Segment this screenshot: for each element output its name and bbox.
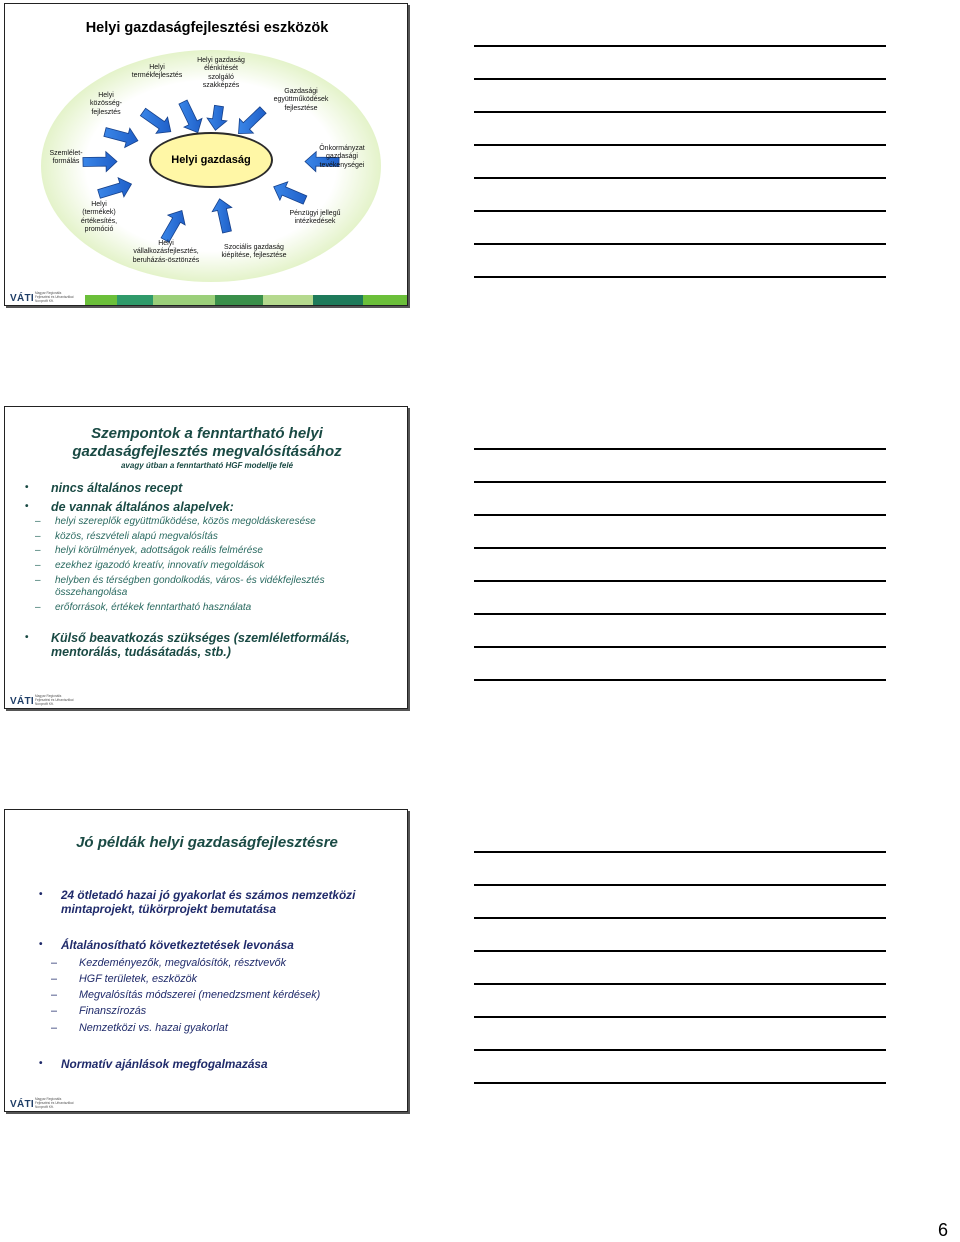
slide-2-sub-4: – ezekhez igazodó kreatív, innovatív megoldások [35,560,264,572]
label-onkormanyzat: Önkormányzat gazdasági tevékenységei [319,145,365,169]
page-number: 6 [938,1220,949,1240]
footer-stripe [85,295,117,305]
slide-2-sub-6: – erőforrások, értékek fenntartható használata [35,602,251,614]
note-line [474,1082,886,1084]
slide-3-bullet-1: • 24 ötletadó hazai jó gyakorlat és számos nemzetközi mintaprojekt, tükörprojekt bemutatása [39,888,355,916]
arrow-icon [212,199,232,233]
slide-2-title-line1: Szempontok a fenntartható helyi [91,425,323,442]
note-line [474,45,886,47]
slide-2-title-line2: gazdaságfejlesztés megvalósításához [72,443,342,460]
label-vallalkozas: Helyi vállalkozásfejlesztés, beruházás-ösztönzés [132,240,200,264]
slide-3-sub-4: – Finanszírozás [51,1005,146,1018]
label-szemleletformalas: Szemlélet- formálás [49,150,83,166]
slide-2-bullet-1: • nincs általános recept [25,481,182,495]
slide-2 [4,406,408,709]
vati-logo: VÁTI [10,696,34,707]
footer-stripe [117,295,153,305]
arrow-icon [179,100,202,133]
note-line [474,78,886,80]
arrow-icon [104,128,138,148]
slide-3-sub-2: – HGF területek, eszközök [51,973,197,986]
note-line [474,210,886,212]
vati-logo-subtitle: Magyar Regionális Fejlesztési és Urbanisztikai Nonprofit Kft. [35,694,74,706]
vati-logo-subtitle: Magyar Regionális Fejlesztési és Urbanisztikai Nonprofit Kft. [35,1097,74,1109]
slide-2-bullet-2: • de vannak általános alapelvek: [25,500,234,514]
note-line [474,111,886,113]
slide-3 [4,809,408,1112]
note-line [474,243,886,245]
label-szocialis: Szociális gazdaság kiépítése, fejlesztése [221,244,287,260]
vati-logo: VÁTI [10,293,34,304]
vati-logo-subtitle: Magyar Regionális Fejlesztési és Urbanisztikai Nonprofit Kft. [35,291,74,303]
vati-logo: VÁTI [10,1099,34,1110]
note-line [474,481,886,483]
slide-footer [5,291,408,305]
note-line [474,884,886,886]
slide-2-sub-5: – helyben és térségben gondolkodás, város- és vidékfejlesztés összehangolása [35,575,325,599]
note-line [474,276,886,278]
label-kozossegfejlesztes: Helyi közösség- fejlesztés [90,92,122,116]
label-termekfejlesztes: Helyi termékfejlesztés [131,64,183,80]
note-line [474,547,886,549]
slide-3-bullet-3: • Normatív ajánlások megfogalmazása [39,1057,268,1071]
note-line [474,580,886,582]
label-szakkepzes: Helyi gazdaság élénkítését szolgáló szakképzés [197,57,245,90]
slide-3-sub-1: – Kezdeményezők, megvalósítók, résztvevők [51,957,286,970]
note-line [474,1049,886,1051]
slide-footer [5,1097,408,1111]
label-egyuttmukodes: Gazdasági együttműködések fejlesztése [273,88,329,112]
note-line [474,613,886,615]
note-line [474,917,886,919]
slide-2-subtitle: avagy útban a fenntartható HGF modellje felé [120,461,294,470]
slide-3-sub-5: – Nemzetközi vs. hazai gyakorlat [51,1022,228,1035]
arrow-icon [161,211,185,243]
slide-2-sub-1: – helyi szereplők együttműködése, közös megoldáskeresése [35,516,316,528]
note-line [474,514,886,516]
slide-1-title: Helyi gazdaságfejlesztési eszközök [85,20,329,36]
note-line [474,646,886,648]
note-line [474,1016,886,1018]
slide-3-title: Jó példák helyi gazdaságfejlesztésre [76,834,338,851]
arrow-icon [98,178,132,199]
slide-2-sub-2: – közös, részvételi alapú megvalósítás [35,531,218,543]
slide-3-sub-3: – Megvalósítás módszerei (menedzsment kérdések) [51,989,320,1002]
footer-stripe [363,295,408,305]
footer-stripe [153,295,215,305]
center-helyi-gazdasag: Helyi gazdaság [149,132,273,188]
slide-1 [4,3,408,306]
slide-2-bullet-3: • Külső beavatkozás szükséges (szemléletformálás, mentorálás, tudásátadás, stb.) [25,631,350,659]
arrow-icon [274,182,307,204]
note-line [474,144,886,146]
slide-3-bullet-2: • Általánosítható következtetések levonása [39,938,294,952]
note-line [474,448,886,450]
note-line [474,679,886,681]
note-line [474,950,886,952]
arrow-icon [140,108,170,133]
footer-stripe [263,295,313,305]
footer-stripe [215,295,263,305]
label-ertekesites: Helyi (termékek) értékesítés, promóció [80,201,118,234]
footer-stripe [313,295,363,305]
note-line [474,983,886,985]
note-line [474,177,886,179]
note-line [474,851,886,853]
arrow-icon [207,105,227,130]
slide-footer [5,694,408,708]
slide-2-sub-3: – helyi körülmények, adottságok reális felmérése [35,545,263,557]
label-penzugyi: Pénzügyi jellegű intézkedések [289,210,341,226]
